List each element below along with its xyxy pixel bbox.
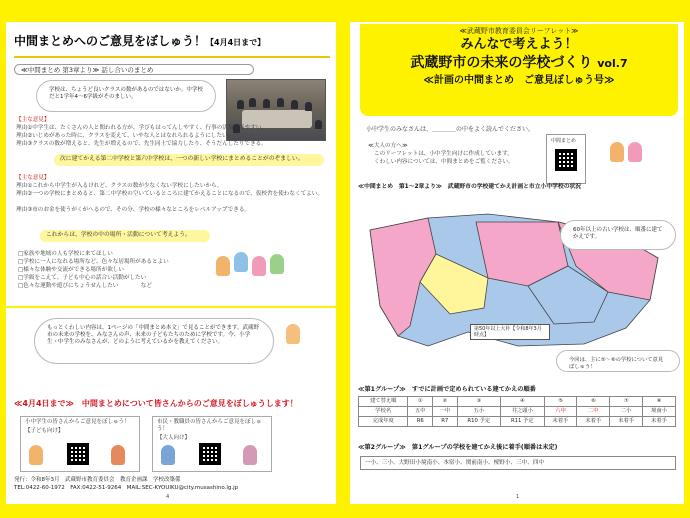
- table-cell: 五小: [457, 407, 501, 417]
- table-header-row: [359, 397, 676, 407]
- bottom-cloud-text: もっとくわしい内容は、1ページの「中間まとめ本文」で見ることができます。武蔵野市の未来の学校を、みなさんの声、未来の子どもたちのために学校です。今、小学生・中学生のみなさんが、どのように考えているかを教えてください。: [47, 325, 259, 345]
- cover-main-title: [360, 55, 678, 73]
- table-cell: R6: [408, 417, 433, 427]
- qr-box-summary[interactable]: [546, 134, 586, 184]
- main-title-text: 武蔵野市の未来の学校づくり: [410, 55, 593, 71]
- map-callout-current: [556, 350, 680, 372]
- divider: [6, 306, 336, 308]
- table-cell: 未着手: [544, 417, 577, 427]
- checklist-3: □様々な体験や交流ができる場所が欲しい: [18, 267, 124, 273]
- checklist-4: □学級をこえて、子ども中心の話合い活動がしたい: [18, 275, 147, 281]
- deadline-banner: ≪4月4日まで≫ 中間まとめについて皆さんからのご意見をぼしゅうします！: [14, 399, 298, 408]
- table-row: [359, 407, 676, 417]
- child-icon: [111, 445, 125, 465]
- table-cell: R11 予定: [501, 417, 545, 427]
- reason-1-2: 理由②いじめがあった時に、クラスを変えて、いやな人とはなれられるようにしたい。: [16, 133, 234, 139]
- child-illustration: [610, 142, 624, 162]
- intro-cloud: [36, 80, 216, 112]
- table-cell: R10 予定: [457, 417, 501, 427]
- map-callout-old-schools: [560, 220, 676, 250]
- bottom-cloud: [34, 318, 274, 364]
- reason-2-2: 理由②一つの学校にまとめると、第二中学校の空いているところに建てかえることになるので、仮校舎を使わなくてよい。: [16, 191, 323, 197]
- leaflet-subtitle: ≪武蔵野市教育委員会リーフレット≫: [459, 27, 579, 35]
- cover-headline: みんなで考えよう！: [460, 36, 578, 52]
- qr-children-caption: 小中学生の皆さんからご意見をぼしゅう！: [25, 419, 130, 425]
- group1-title: ≪第1グループ≫ すでに計画で定められている建てかえの順番: [358, 386, 536, 393]
- child-illustration-4: [270, 254, 284, 274]
- table-cell: 未着手: [577, 417, 610, 427]
- child-illustration-3: [252, 256, 266, 276]
- qr-box-children[interactable]: [20, 416, 140, 472]
- section-heading: ≪中間まとめ 第3章より≫ 話し合いのまとめ: [14, 64, 254, 75]
- table-cell: ③: [457, 397, 501, 407]
- highlight-merge-schools: 次に建てかえる第二中学校と第六中学校は、一つの新しい学校にまとめることがのぞましい。: [54, 154, 324, 166]
- checklist-1: □家族や地域の人も学校に来てほしい: [18, 251, 113, 257]
- title-text: 中間まとめへのご意見をぼしゅう！: [14, 34, 207, 48]
- page-one: [350, 24, 684, 502]
- qr-children-tag: 【子ども向け】: [25, 427, 64, 434]
- qr-summary-label: 中間まとめ: [551, 138, 577, 144]
- checklist-2: □学校に一人になれる場所など、色々な居場所があるとよい: [18, 259, 169, 265]
- qr-box-adult[interactable]: [152, 416, 272, 472]
- table-cell: R7: [433, 417, 458, 427]
- map-callout-current-text: 今回は、主に⑤～⑥の学校について意見ぼしゅう！: [569, 357, 664, 370]
- cover-issue-title: ≪計画の中間まとめ ご意見ぼしゅう号≫: [423, 74, 615, 86]
- page-title: [14, 34, 330, 58]
- volume-number: vol.7: [597, 57, 628, 70]
- group1-table: [358, 396, 676, 427]
- title-date: 【4月4日まで】: [206, 38, 266, 47]
- map-legend: 第50年以上大朴【令和8年3月時点】: [470, 324, 550, 340]
- qr-adult-tag: 【大人向け】: [157, 434, 191, 441]
- qr-adult-caption: 市民・教職員の皆さんからご意見をぼしゅう！: [157, 419, 262, 432]
- table-cell: ④: [501, 397, 545, 407]
- publisher-footer: [14, 476, 324, 492]
- footer-publisher: 発行：令和8年3月 武蔵野市教育委員会 教育企画課 学校改築係: [14, 477, 181, 483]
- child-illustration: [628, 142, 642, 162]
- opinion-head-2: 【主な意見】: [16, 175, 50, 181]
- table-cell: 建て替え順: [359, 397, 408, 407]
- table-cell: 学校名: [359, 407, 408, 417]
- qr-code-children[interactable]: [67, 443, 89, 465]
- table-cell: 一中: [433, 407, 458, 417]
- adult-icon: [161, 445, 175, 465]
- table-row: [359, 417, 676, 427]
- frame-right-band: [684, 0, 690, 518]
- highlight-next-topic: これからは、学校の中の場所・活動について考えよう。: [40, 230, 210, 242]
- opinion-head-1: 【主な意見】: [16, 117, 50, 123]
- table-cell: ⑧: [643, 397, 676, 407]
- adult-note-line-1: このリーフレットは、小中学生向けに作成しています。: [374, 151, 513, 157]
- qr-code-summary[interactable]: [555, 149, 577, 171]
- page-number-left: 4: [166, 494, 170, 500]
- table-cell: ⑤: [544, 397, 577, 407]
- child-illustration-2: [234, 252, 248, 272]
- table-cell: ⑦: [610, 397, 643, 407]
- mascot-illustration: [286, 324, 300, 344]
- table-cell: 完成年度: [359, 417, 408, 427]
- reason-1-3: 理由③クラスの数が増えると、先生が増えるので、先生同士で協力したり、そうだんしたりできる。: [16, 141, 267, 147]
- table-cell: 二小: [610, 407, 643, 417]
- table-cell: 未着手: [610, 417, 643, 427]
- footer-contact: TEL:0422-60-1972 FAX:0422-51-9264 MAIL:SEC-KYOUIKU@city.musashino.lg.jp: [14, 485, 239, 491]
- table-cell: ⑥: [577, 397, 610, 407]
- intro-cloud-text: 学校は、ちょうど良いクラスの数があるのではないか。中学校だと1学年4～6学級がそのましい。: [49, 87, 203, 100]
- checklist-5: □色々な運動や遊びにちょうせんしたい など: [18, 283, 152, 289]
- page-four: [6, 24, 336, 502]
- map-callout-old-schools-text: 60年以上の古い学校は、順番に建てかえです。: [573, 227, 663, 240]
- table-cell: 境南小: [643, 407, 676, 417]
- reason-2-3: 理由③市のお金を使うがくがへるので、その分、学校の様々なところをレベルアップできる。: [16, 207, 251, 213]
- map-section-heading: ≪中間まとめ 第1～2章より≫ 武蔵野市の学校建てかえ計画と市立小中学校の状況: [358, 184, 582, 190]
- table-cell: ①: [408, 397, 433, 407]
- table-cell: 未着手: [643, 417, 676, 427]
- table-cell: ②: [433, 397, 458, 407]
- adult-note-line-2: くわしい内容については、中間まとめをご覧ください。: [374, 159, 514, 165]
- reason-1-1: 理由①中学生は、たくさんの人と関われる方が、学びもはってんしやすく、行事の活気もでやすい。: [16, 125, 268, 131]
- reason-2-1: 理由①これから中学生が入るけれど、クラスの数が少なくない学校にしたいから。: [16, 183, 223, 189]
- table-cell: 二中: [577, 407, 610, 417]
- group2-list: 一小、三小、大野田小境南小、本宿小、関前南小、桜野小、三中、四中: [360, 456, 676, 470]
- qr-code-adult[interactable]: [199, 443, 221, 465]
- table-cell: 五中: [408, 407, 433, 417]
- adult-icon: [243, 445, 257, 465]
- group2-title: ≪第2グループ≫ 第1グループの学校を建てかえ後に着手(順番は未定): [358, 444, 558, 451]
- cover-header: [360, 24, 678, 116]
- table-cell: 井之頭小: [501, 407, 545, 417]
- intro-line: 小中学生のみなさんは、＿＿＿＿の中をよく読んでください。: [366, 126, 535, 133]
- child-icon: [29, 445, 43, 465]
- frame-center-band: [336, 0, 350, 518]
- child-illustration-1: [216, 256, 230, 276]
- page-number-right: 1: [516, 494, 520, 500]
- table-cell: 六中: [544, 407, 577, 417]
- adult-note-heading: ≪大人の方へ≫: [368, 143, 408, 149]
